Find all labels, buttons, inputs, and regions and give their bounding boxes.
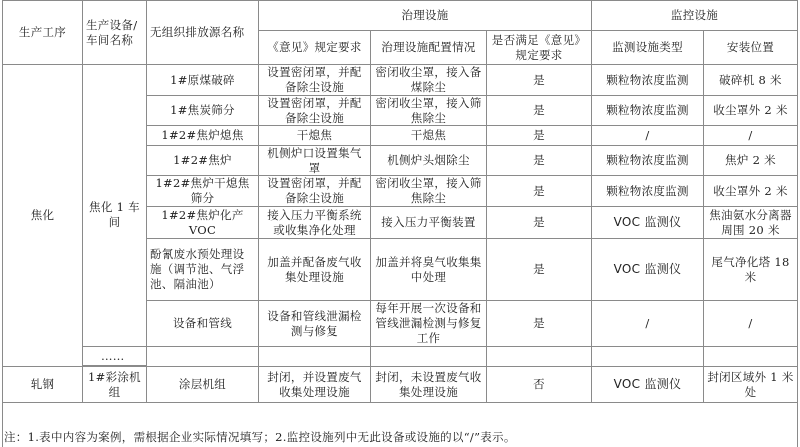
row-2-meets: 是 xyxy=(486,95,592,126)
header-facility-config: 治理设施配置情况 xyxy=(370,30,487,65)
row-9-type xyxy=(591,346,704,367)
rolling-config: 封闭，未设置废气收集处理设施 xyxy=(370,366,487,403)
row-2-req: 设置密闭罩，并配备除尘设施 xyxy=(258,95,371,126)
header-source: 无组织排放源名称 xyxy=(146,0,259,65)
emission-control-table xyxy=(2,0,798,447)
row-1-source: 1#原煤破碎 xyxy=(146,64,259,96)
header-monitoring: 监控设施 xyxy=(591,0,798,31)
rolling-equipment: 1#彩涂机组 xyxy=(82,366,147,403)
header-monitor-type: 监测设施类型 xyxy=(591,30,704,65)
row-3-req: 干熄焦 xyxy=(258,125,371,146)
row-7-source: 酚氰废水预处理设施（调节池、气浮池、隔油池） xyxy=(146,238,259,301)
row-2-source: 1#焦炭筛分 xyxy=(146,95,259,126)
header-opinion-req: 《意见》规定要求 xyxy=(258,30,371,65)
row-1-loc: 破碎机 8 米 xyxy=(703,64,798,96)
row-6-meets: 是 xyxy=(486,206,592,239)
row-8-req: 设备和管线泄漏检测与修复 xyxy=(258,300,371,347)
rolling-req: 封闭，并设置废气收集处理设施 xyxy=(258,366,371,403)
section-coking: 焦化 xyxy=(2,64,83,367)
row-5-source: 1#2#焦炉干熄焦筛分 xyxy=(146,175,259,207)
row-9-meets xyxy=(486,346,592,367)
header-install-loc: 安装位置 xyxy=(703,30,798,65)
row-6-type: VOC 监测仪 xyxy=(591,206,704,239)
rolling-loc: 封闭区域外 1 米处 xyxy=(703,366,798,403)
row-4-config: 机侧炉头烟除尘 xyxy=(370,145,487,176)
row-7-type: VOC 监测仪 xyxy=(591,238,704,301)
row-8-loc: / xyxy=(703,300,798,347)
row-9-req xyxy=(258,346,371,367)
row-6-loc: 焦油氨水分离器周围 20 米 xyxy=(703,206,798,239)
row-3-config: 干熄焦 xyxy=(370,125,487,146)
row-6-req: 接入压力平衡系统或收集净化处理 xyxy=(258,206,371,239)
row-2-type: 颗粒物浓度监测 xyxy=(591,95,704,126)
row-6-config: 接入压力平衡装置 xyxy=(370,206,487,239)
row-3-meets: 是 xyxy=(486,125,592,146)
row-3-source: 1#2#焦炉熄焦 xyxy=(146,125,259,146)
row-5-config: 密闭收尘罩，接入筛焦除尘 xyxy=(370,175,487,207)
row-1-req: 设置密闭罩，并配备除尘设施 xyxy=(258,64,371,96)
row-7-meets: 是 xyxy=(486,238,592,301)
row-1-meets: 是 xyxy=(486,64,592,96)
row-5-meets: 是 xyxy=(486,175,592,207)
section-rolling: 轧钢 xyxy=(2,366,83,403)
row-9-source xyxy=(146,346,259,367)
rolling-type: VOC 监测仪 xyxy=(591,366,704,403)
row-4-type: 颗粒物浓度监测 xyxy=(591,145,704,176)
header-process: 生产工序 xyxy=(2,0,83,65)
row-4-req: 机侧炉口设置集气罩 xyxy=(258,145,371,176)
row-3-loc: / xyxy=(703,125,798,146)
row-4-source: 1#2#焦炉 xyxy=(146,145,259,176)
row-5-loc: 收尘罩外 2 米 xyxy=(703,175,798,207)
header-meets-req: 是否满足《意见》规定要求 xyxy=(486,30,592,65)
row-7-req: 加盖并配备废气收集处理设施 xyxy=(258,238,371,301)
row-8-type: / xyxy=(591,300,704,347)
row-1-config: 密闭收尘罩，接入备煤除尘 xyxy=(370,64,487,96)
row-8-config: 每年开展一次设备和管线泄漏检测与修复工作 xyxy=(370,300,487,347)
row-9-ellipsis: …… xyxy=(82,346,147,367)
row-9-loc xyxy=(703,346,798,367)
row-4-loc: 焦炉 2 米 xyxy=(703,145,798,176)
row-8-meets: 是 xyxy=(486,300,592,347)
row-9-config xyxy=(370,346,487,367)
row-1-type: 颗粒物浓度监测 xyxy=(591,64,704,96)
header-equipment: 生产设备/车间名称 xyxy=(82,0,147,65)
row-6-source: 1#2#焦炉化产 VOC xyxy=(146,206,259,239)
rolling-meets: 否 xyxy=(486,366,592,403)
row-3-type: / xyxy=(591,125,704,146)
table-note: 注：1.表中内容为案例，需根据企业实际情况填写；2.监控设施列中无此设备或设施的以“/”表示。 xyxy=(4,430,516,444)
row-5-req: 设置密闭罩，并配备除尘设施 xyxy=(258,175,371,207)
row-7-config: 加盖并将臭气收集集中处理 xyxy=(370,238,487,301)
equipment-coking-workshop: 焦化 1 车间 xyxy=(82,64,147,366)
row-5-type: 颗粒物浓度监测 xyxy=(591,175,704,207)
row-2-config: 密闭收尘罩，接入筛焦除尘 xyxy=(370,95,487,126)
row-2-loc: 收尘罩外 2 米 xyxy=(703,95,798,126)
row-4-meets: 是 xyxy=(486,145,592,176)
rolling-source: 涂层机组 xyxy=(146,366,259,403)
row-8-source: 设备和管线 xyxy=(146,300,259,347)
row-7-loc: 尾气净化塔 18 米 xyxy=(703,238,798,301)
header-governance: 治理设施 xyxy=(258,0,592,31)
